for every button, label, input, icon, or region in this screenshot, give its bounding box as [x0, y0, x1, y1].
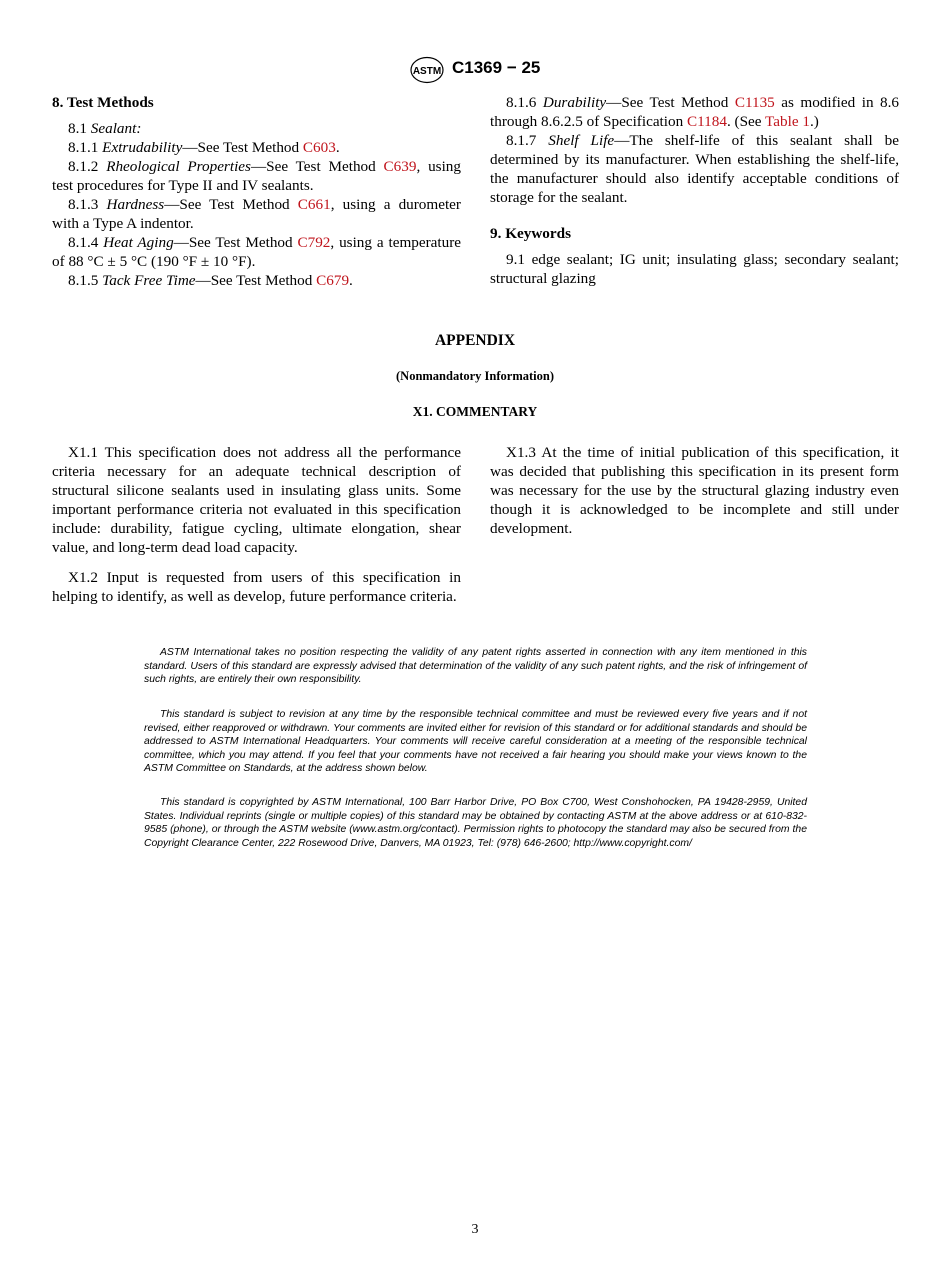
- notice-patent: ASTM International takes no position respecting the validity of any patent rights asserted in connection with any item mentioned in this standard. Users of this standard are expressly advised that determination of the validity of any such patent rights, and the risk of infringement of such rights, are entirely their own responsibility.: [144, 647, 807, 686]
- link-c603[interactable]: C603: [302, 139, 336, 156]
- link-c1184[interactable]: C1184: [686, 113, 727, 130]
- astm-logo-icon: [410, 56, 444, 84]
- para-8-1-4: 8.1.4 Heat Aging—See Test Method C792, using a temperature of 88 °C ± 5 °C (190 °F ± 10 °F).: [52, 234, 462, 270]
- link-c1135[interactable]: C1135: [734, 94, 775, 111]
- para-8-1-7: 8.1.7 Shelf Life—The shelf-life of this sealant shall be determined by its manufacturer. When establishing the shelf-life, the manufacturer should also identify acceptable conditions of storage for the sealant.: [490, 132, 899, 206]
- link-c679[interactable]: C679: [316, 272, 350, 289]
- para-8-1-6: 8.1.6 Durability—See Test Method C1135 as modified in 8.6 through 8.6.2.5 of Specification C1184. (See Table 1.): [490, 94, 900, 130]
- para-x1-3: X1.3 At the time of initial publication of this specification, it was decided that publishing this specification in its present form was necessary for the use by the structural glazing industry even though it is acknowledged to be incomplete and still under development.: [490, 444, 899, 537]
- link-c639[interactable]: C639: [383, 158, 417, 175]
- x1-title: X1. COMMENTARY: [412, 404, 538, 419]
- appendix-subtitle: (Nonmandatory Information): [396, 369, 554, 383]
- para-8-1: 8.1 Sealant:: [68, 120, 142, 137]
- appendix-left-column: [52, 443, 461, 606]
- section-8-title: 8. Test Methods: [52, 94, 154, 111]
- para-8-1-2: 8.1.2 Rheological Properties—See Test Method C639, using test procedures for Type II and IV sealants.: [52, 158, 461, 194]
- para-8-1-1: 8.1.1 Extrudability—See Test Method C603.: [68, 139, 340, 156]
- link-c661[interactable]: C661: [297, 196, 331, 213]
- appendix-right-column: [490, 443, 899, 538]
- left-column: [52, 93, 461, 290]
- right-column: [490, 93, 899, 288]
- para-8-1-3: 8.1.3 Hardness—See Test Method C661, using a durometer with a Type A indentor.: [52, 196, 461, 232]
- para-9-1: 9.1 edge sealant; IG unit; insulating glass; secondary sealant; structural glazing: [490, 251, 899, 287]
- link-c792[interactable]: C792: [297, 234, 331, 251]
- section-9-title: 9. Keywords: [490, 225, 571, 242]
- para-x1-1: X1.1 This specification does not address all the performance criteria necessary for an adequate technical description of structural silicone sealants used in insulating glass units. Some important performance criteria not evaluated in this specification include: durability, fatigue cycling, ultimate elongation, shear value, and long-term dead load capacity.: [52, 444, 461, 556]
- svg-text:ASTM: ASTM: [412, 66, 442, 77]
- notice-copyright: This standard is copyrighted by ASTM International, 100 Barr Harbor Drive, PO Box C700, West Conshohocken, PA 19428-2959, United States. Individual reprints (single or multiple copies) of this standard may be obtained by contacting ASTM at the above address or at 610-832-9585 (phone), or through the ASTM website (www.astm.org/contact). Permission rights to photocopy the standard may also be secured from the Copyright Clearance Center, 222 Rosewood Drive, Danvers, MA 01923, Tel: (978) 646-2600; http://www.copyright.com/: [144, 797, 807, 849]
- link-table-1[interactable]: Table 1: [765, 113, 810, 130]
- page-header: [0, 56, 950, 84]
- document-number: C1369 − 25: [452, 58, 541, 77]
- appendix-title: APPENDIX: [434, 332, 516, 349]
- notice-revision: This standard is subject to revision at any time by the responsible technical committee and must be reviewed every five years and if not revised, either reapproved or withdrawn. Your comments are invited either for revision of this standard or for additional standards and should be addressed to ASTM International Headquarters. Your comments will receive careful consideration at a meeting of the responsible technical committee, which you may attend. If you feel that your comments have not received a fair hearing you should make your views known to the ASTM Committee on Standards, at the address shown below.: [144, 709, 807, 775]
- para-8-1-5: 8.1.5 Tack Free Time—See Test Method C679.: [68, 272, 353, 289]
- page-number: 3: [471, 1222, 479, 1237]
- para-x1-2: X1.2 Input is requested from users of this specification in helping to identify, as well as develop, future performance criteria.: [52, 569, 461, 605]
